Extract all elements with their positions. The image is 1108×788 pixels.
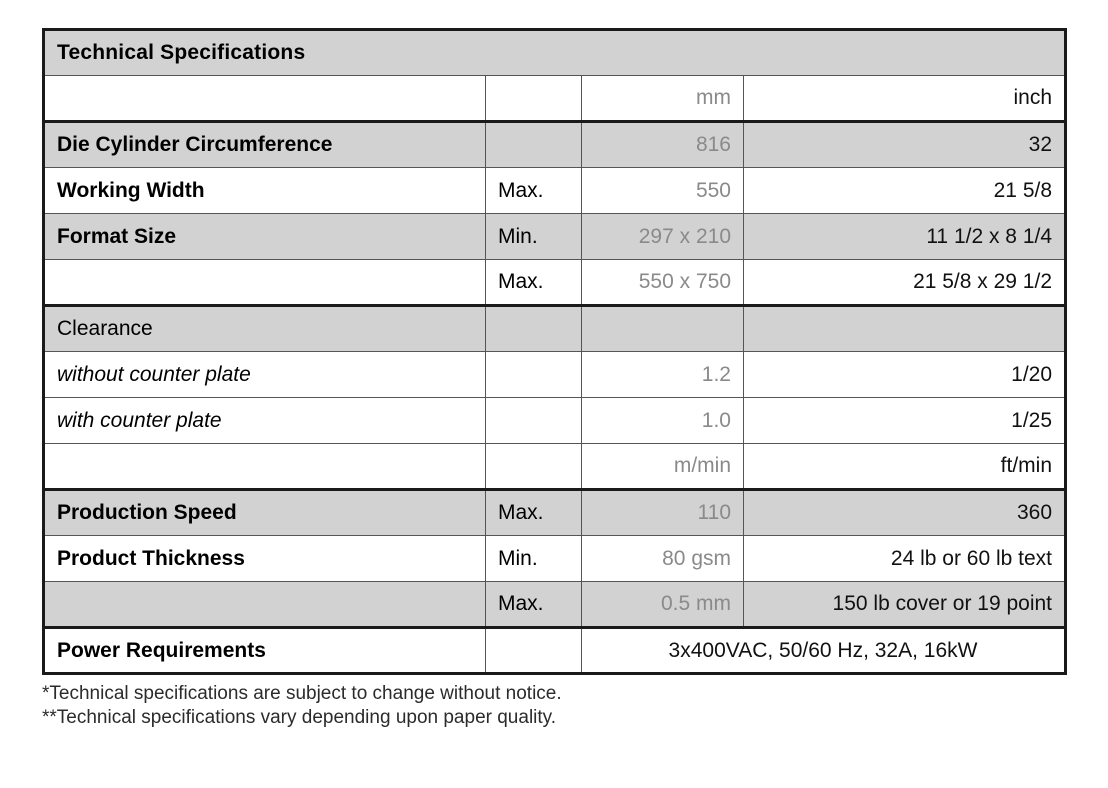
row-qualifier: [486, 306, 582, 352]
row-value-mm: 550 x 750: [582, 260, 744, 306]
units-header-row: [44, 76, 1066, 122]
row-qualifier: [486, 122, 582, 168]
table-title-row: [44, 30, 1066, 76]
row-label: without counter plate: [44, 352, 486, 398]
row-qualifier: [486, 398, 582, 444]
footnote-line-1: *Technical specifications are subject to change without notice.: [42, 683, 562, 704]
footnotes: [42, 682, 1068, 731]
row-qualifier: Min.: [486, 214, 582, 260]
row-value-inch: 11 1/2 x 8 1/4: [744, 214, 1066, 260]
row-qualifier: Max.: [486, 490, 582, 536]
row-qualifier: [486, 352, 582, 398]
units-header-ftmin: ft/min: [744, 444, 1066, 490]
row-label: [44, 582, 486, 628]
row-value-mm: 297 x 210: [582, 214, 744, 260]
units-header-row-2: [44, 444, 1066, 490]
row-label: Power Requirements: [44, 628, 486, 674]
row-value-inch: 21 5/8 x 29 1/2: [744, 260, 1066, 306]
table-row: [44, 582, 1066, 628]
row-label: Die Cylinder Circumference: [44, 122, 486, 168]
units2-header-blank-qualifier: [486, 444, 582, 490]
page-title: Technical Specifications: [44, 30, 1066, 76]
table-row: [44, 306, 1066, 352]
table-row: [44, 260, 1066, 306]
units-header-blank-qualifier: [486, 76, 582, 122]
row-value-inch: [744, 306, 1066, 352]
row-label: Production Speed: [44, 490, 486, 536]
units-header-mm: mm: [582, 76, 744, 122]
units-header-inch: inch: [744, 76, 1066, 122]
table-row: [44, 536, 1066, 582]
footnote-line-2: **Technical specifications vary depending upon paper quality.: [42, 707, 557, 729]
row-qualifier: [486, 628, 582, 674]
row-value-combined: 3x400VAC, 50/60 Hz, 32A, 16kW: [582, 628, 1066, 674]
row-label: Clearance: [44, 306, 486, 352]
row-value-mm: 0.5 mm: [582, 582, 744, 628]
row-value-inch: 32: [744, 122, 1066, 168]
row-label: Product Thickness: [44, 536, 486, 582]
row-value-mm: 80 gsm: [582, 536, 744, 582]
row-value-inch: 1/25: [744, 398, 1066, 444]
row-value-inch: 360: [744, 490, 1066, 536]
technical-specifications-table: [42, 28, 1067, 675]
row-label: with counter plate: [44, 398, 486, 444]
units-header-blank-label: [44, 76, 486, 122]
row-value-inch: 150 lb cover or 19 point: [744, 582, 1066, 628]
row-value-mm: 550: [582, 168, 744, 214]
row-qualifier: Max.: [486, 260, 582, 306]
row-value-inch: 24 lb or 60 lb text: [744, 536, 1066, 582]
row-value-inch: 21 5/8: [744, 168, 1066, 214]
units2-header-blank-label: [44, 444, 486, 490]
row-qualifier: Min.: [486, 536, 582, 582]
table-row: [44, 398, 1066, 444]
row-value-mm: 110: [582, 490, 744, 536]
row-value-mm: [582, 306, 744, 352]
table-row: [44, 168, 1066, 214]
table-row: [44, 490, 1066, 536]
table-row: [44, 214, 1066, 260]
table-row: [44, 352, 1066, 398]
row-value-inch: 1/20: [744, 352, 1066, 398]
table-row: [44, 628, 1066, 674]
row-qualifier: Max.: [486, 168, 582, 214]
row-label: Working Width: [44, 168, 486, 214]
row-value-mm: 816: [582, 122, 744, 168]
row-label: Format Size: [44, 214, 486, 260]
row-value-mm: 1.2: [582, 352, 744, 398]
row-qualifier: Max.: [486, 582, 582, 628]
units-header-mmin: m/min: [582, 444, 744, 490]
row-label: [44, 260, 486, 306]
row-value-mm: 1.0: [582, 398, 744, 444]
table-row: [44, 122, 1066, 168]
